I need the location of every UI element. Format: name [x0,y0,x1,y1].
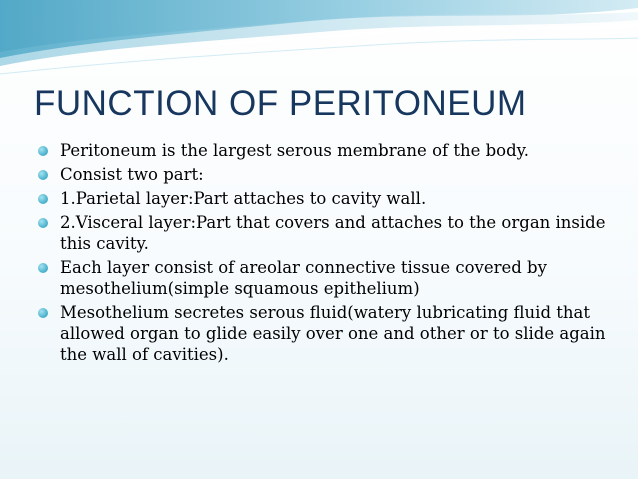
bullet-list [38,140,608,368]
bullet-text: Each layer consist of areolar connective tissue covered by mesothelium(simple squamous epithelium) [60,258,547,298]
bullet-text: Peritoneum is the largest serous membrane of the body. [60,141,530,160]
list-item [38,257,608,299]
round-bullet-icon [38,218,48,228]
round-bullet-icon [38,194,48,204]
round-bullet-icon [38,263,48,273]
list-item [38,302,608,365]
bullet-text: Consist two part: [60,165,204,184]
bullet-text: Mesothelium secretes serous fluid(watery lubricating fluid that allowed organ to glide easily over one and other or to slide again the wall of cavities). [60,303,606,364]
wave-decoration-icon [0,0,638,80]
bullet-text: 1.Parietal layer:Part attaches to cavity wall. [60,189,427,208]
round-bullet-icon [38,308,48,318]
list-item [38,164,608,185]
list-item [38,140,608,161]
list-item [38,212,608,254]
list-item [38,188,608,209]
bullet-text: 2.Visceral layer:Part that covers and attaches to the organ inside this cavity. [60,213,606,253]
round-bullet-icon [38,170,48,180]
slide-title: FUNCTION OF PERITONEUM [34,84,527,123]
round-bullet-icon [38,146,48,156]
